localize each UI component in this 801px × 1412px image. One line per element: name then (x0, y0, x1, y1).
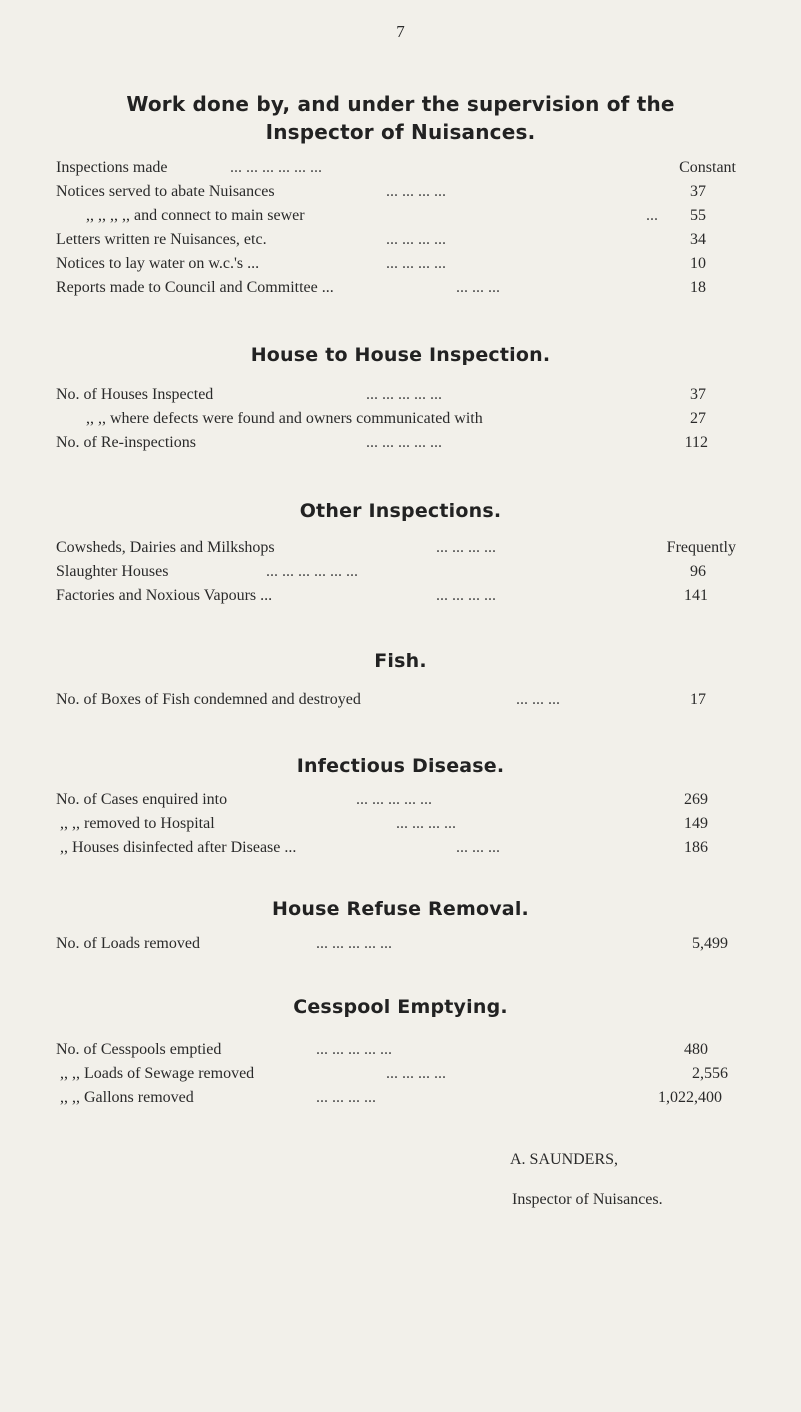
row-value: 2,556 (692, 1065, 728, 1082)
row-notices-connect-sewer (56, 204, 736, 228)
leader-dots: ... ... ... ... ... (366, 434, 442, 451)
row-loads-of-sewage (56, 1062, 736, 1086)
row-re-inspections (56, 431, 736, 455)
leader-dots: ... ... ... ... (316, 1089, 376, 1106)
row-reports-made (56, 276, 736, 300)
row-label: No. of Cases enquired into (56, 791, 228, 808)
row-slaughter-houses (56, 560, 736, 584)
row-factories (56, 584, 736, 608)
leader-dots: ... ... ... ... ... (316, 1041, 392, 1058)
leader-dots: ... ... ... (456, 839, 500, 856)
row-label: ,, ,, Gallons removed (60, 1089, 194, 1106)
row-label: ,, ,, where defects were found and owners communicated with (86, 410, 483, 427)
row-value: 17 (690, 691, 706, 708)
row-cowsheds (56, 536, 736, 560)
row-value: 149 (684, 815, 708, 832)
row-label: No. of Boxes of Fish condemned and destroyed (56, 691, 361, 708)
row-houses-inspected (56, 383, 736, 407)
section-title-work-done-line1: Work done by, and under the supervision of the (126, 92, 675, 116)
leader-dots: ... ... ... ... ... (356, 791, 432, 808)
row-defects-found (56, 407, 736, 431)
section-title-house-to-house: House to House Inspection. (250, 344, 551, 366)
row-cesspools-emptied (56, 1038, 736, 1062)
row-label: Notices to lay water on w.c.'s ... (56, 255, 260, 272)
section-title-other-inspections: Other Inspections. (299, 500, 502, 522)
leader-dots: ... ... ... ... (386, 231, 446, 248)
signature-role: Inspector of Nuisances. (512, 1191, 663, 1208)
row-inspections-made (56, 156, 736, 180)
row-label: ,, ,, Loads of Sewage removed (60, 1065, 255, 1082)
row-value: 37 (690, 386, 706, 403)
row-notices-served (56, 180, 736, 204)
signature-name: A. SAUNDERS, (510, 1151, 619, 1168)
row-value: 141 (684, 587, 708, 604)
row-label: Letters written re Nuisances, etc. (56, 231, 267, 248)
row-value: 96 (690, 563, 706, 580)
row-label: ,, Houses disinfected after Disease ... (60, 839, 297, 856)
row-label: No. of Re-inspections (56, 434, 196, 451)
leader-dots: ... ... ... ... ... (366, 386, 442, 403)
row-value: Constant (679, 159, 736, 176)
row-label: Cowsheds, Dairies and Milkshops (56, 539, 275, 556)
row-gallons-removed (56, 1086, 736, 1110)
row-value: 27 (690, 410, 706, 427)
leader-dots: ... ... ... ... ... ... (266, 563, 358, 580)
row-label: ,, ,, removed to Hospital (60, 815, 215, 832)
row-value: 480 (684, 1041, 708, 1058)
section-title-fish: Fish. (374, 650, 427, 672)
row-value: 5,499 (692, 935, 728, 952)
row-value: 1,022,400 (658, 1089, 722, 1106)
leader-dots: ... ... ... ... ... (316, 935, 392, 952)
leader-dots: ... ... ... (456, 279, 500, 296)
row-value: 112 (684, 434, 708, 451)
row-label: Notices served to abate Nuisances (56, 183, 275, 200)
row-label: Inspections made (56, 159, 168, 176)
leader-dots: ... ... ... (516, 691, 560, 708)
row-value: 10 (690, 255, 706, 272)
row-value: 34 (690, 231, 706, 248)
row-houses-disinfected (56, 836, 736, 860)
section-title-house-refuse: House Refuse Removal. (272, 898, 529, 920)
row-value: 55 (690, 207, 706, 224)
row-letters-written (56, 228, 736, 252)
row-label: No. of Cesspools emptied (56, 1041, 222, 1058)
row-value: 269 (684, 791, 708, 808)
leader-dots: ... ... ... ... (436, 587, 496, 604)
row-loads-removed (56, 932, 736, 956)
section-title-infectious-disease: Infectious Disease. (296, 755, 505, 777)
row-label: Reports made to Council and Committee ... (56, 279, 334, 296)
leader-dots: ... (646, 207, 658, 224)
leader-dots: ... ... ... ... (386, 183, 446, 200)
row-value: 37 (690, 183, 706, 200)
leader-dots: ... ... ... ... (396, 815, 456, 832)
row-value: 186 (684, 839, 708, 856)
row-value: 18 (690, 279, 706, 296)
row-boxes-of-fish (56, 688, 736, 712)
row-label: ,, ,, ,, ,, and connect to main sewer (86, 207, 305, 224)
leader-dots: ... ... ... ... ... ... (230, 159, 322, 176)
row-notices-water (56, 252, 736, 276)
row-cases-enquired (56, 788, 736, 812)
page-number: 7 (396, 22, 405, 41)
row-label: Factories and Noxious Vapours ... (56, 587, 273, 604)
row-removed-to-hospital (56, 812, 736, 836)
section-title-cesspool: Cesspool Emptying. (293, 996, 508, 1018)
row-label: No. of Houses Inspected (56, 386, 214, 403)
row-label: Slaughter Houses (56, 563, 169, 580)
leader-dots: ... ... ... ... (386, 1065, 446, 1082)
leader-dots: ... ... ... ... (386, 255, 446, 272)
section-title-work-done-line2: Inspector of Nuisances. (265, 120, 536, 144)
row-value: Frequently (666, 539, 736, 556)
row-label: No. of Loads removed (56, 935, 200, 952)
leader-dots: ... ... ... ... (436, 539, 496, 556)
